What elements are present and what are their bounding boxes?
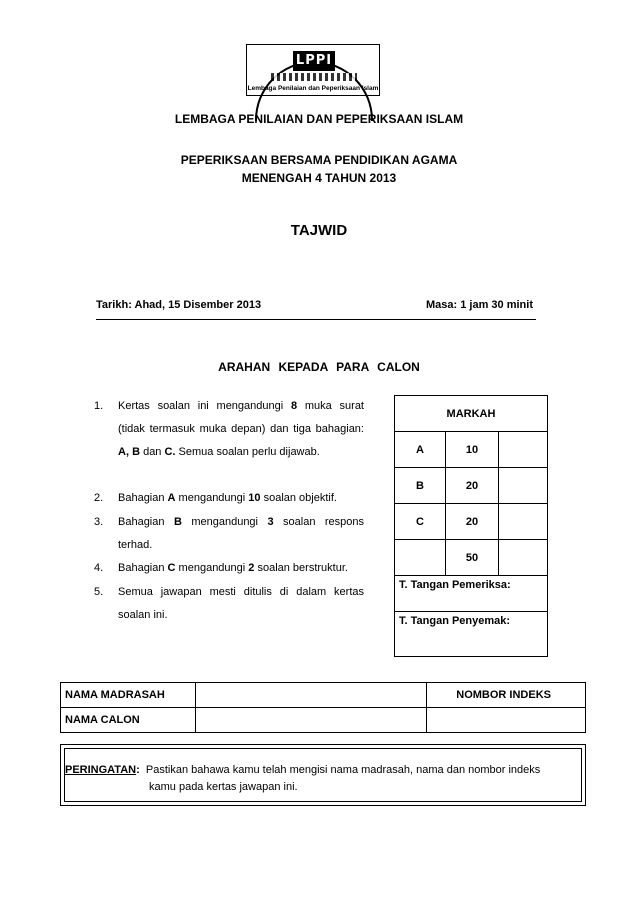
divider-line: [96, 319, 536, 320]
instruction-item: [94, 487, 364, 510]
score-cell[interactable]: [499, 468, 548, 504]
madrasah-row: [61, 683, 586, 708]
instruction-item: [94, 581, 364, 627]
logo-caption: Lembaga Penilaian dan Peperiksaan Islam: [247, 85, 379, 92]
pemeriksa-signature[interactable]: T. Tangan Pemeriksa:: [395, 576, 548, 612]
penyemak-row: [395, 612, 548, 657]
subject-title: TAJWID: [290, 222, 348, 239]
lppi-logo: [246, 44, 380, 96]
max-marks-cell: 20: [446, 468, 499, 504]
warning-label: PERINGATAN: [65, 764, 137, 776]
instruction-text: Bahagian B mengandungi 3 soalan respons terhad.: [118, 516, 365, 551]
max-marks-cell: 10: [446, 432, 499, 468]
instruction-item: [94, 557, 364, 580]
candidate-identity-table: [60, 682, 586, 733]
instruction-text: Semua jawapan mesti ditulis di dalam kertas soalan ini.: [118, 586, 364, 621]
instruction-number: 1.: [94, 400, 104, 412]
total-score-cell[interactable]: [499, 540, 548, 576]
marks-total-row: [395, 540, 548, 576]
warning-line2: kamu pada kertas jawapan ini.: [149, 781, 298, 793]
pemeriksa-row: [395, 576, 548, 612]
exam-title-line1: PEPERIKSAAN BERSAMA PENDIDIKAN AGAMA: [180, 153, 458, 167]
total-max-cell: 50: [446, 540, 499, 576]
candidate-name-field[interactable]: [196, 708, 427, 733]
institution-title: LEMBAGA PENILAIAN DAN PEPERIKSAAN ISLAM: [174, 112, 464, 126]
candidate-row: [61, 708, 586, 733]
exam-date: Tarikh: Ahad, 15 Disember 2013: [96, 299, 262, 311]
instruction-item: [94, 395, 364, 464]
section-cell: C: [395, 504, 446, 540]
instruction-number: 3.: [94, 516, 104, 528]
section-cell: B: [395, 468, 446, 504]
logo-arabic-script: [271, 73, 357, 81]
warning-colon: :: [136, 764, 140, 776]
logo-mark: LPPI: [293, 51, 335, 71]
madrasah-field[interactable]: [196, 683, 427, 708]
section-cell: A: [395, 432, 446, 468]
warning-box: [60, 744, 586, 806]
candidate-name-label: NAMA CALON: [61, 708, 196, 733]
index-number-label: NOMBOR INDEKS: [427, 683, 586, 708]
total-label-cell: [395, 540, 446, 576]
instruction-number: 4.: [94, 562, 104, 574]
marks-header: MARKAH: [395, 396, 548, 432]
warning-text: [65, 762, 577, 796]
marks-header-row: [395, 396, 548, 432]
marks-row: [395, 432, 548, 468]
instructions-title: ARAHAN KEPADA PARA CALON: [218, 360, 420, 374]
instruction-text: Kertas soalan ini mengandungi 8 muka surat (tidak termasuk muka depan) dan tiga bahagian: A, B dan C. Semua soalan perlu dijawab.: [118, 400, 364, 458]
instruction-number: 2.: [94, 492, 104, 504]
warning-line1: Pastikan bahawa kamu telah mengisi nama madrasah, nama dan nombor indeks: [145, 764, 541, 776]
marks-row: [395, 468, 548, 504]
instruction-number: 5.: [94, 586, 104, 598]
penyemak-signature[interactable]: T. Tangan Penyemak:: [395, 612, 548, 657]
max-marks-cell: 20: [446, 504, 499, 540]
index-number-field[interactable]: [427, 708, 586, 733]
exam-title-line2: MENENGAH 4 TAHUN 2013: [241, 171, 397, 185]
madrasah-label: NAMA MADRASAH: [61, 683, 196, 708]
score-cell[interactable]: [499, 504, 548, 540]
exam-duration: Masa: 1 jam 30 minit: [426, 299, 533, 311]
instruction-text: Bahagian A mengandungi 10 soalan objektif.: [118, 492, 337, 504]
instruction-text: Bahagian C mengandungi 2 soalan berstruktur.: [118, 562, 348, 574]
score-cell[interactable]: [499, 432, 548, 468]
marks-table: [394, 395, 548, 657]
marks-row: [395, 504, 548, 540]
instruction-item: [94, 511, 364, 557]
